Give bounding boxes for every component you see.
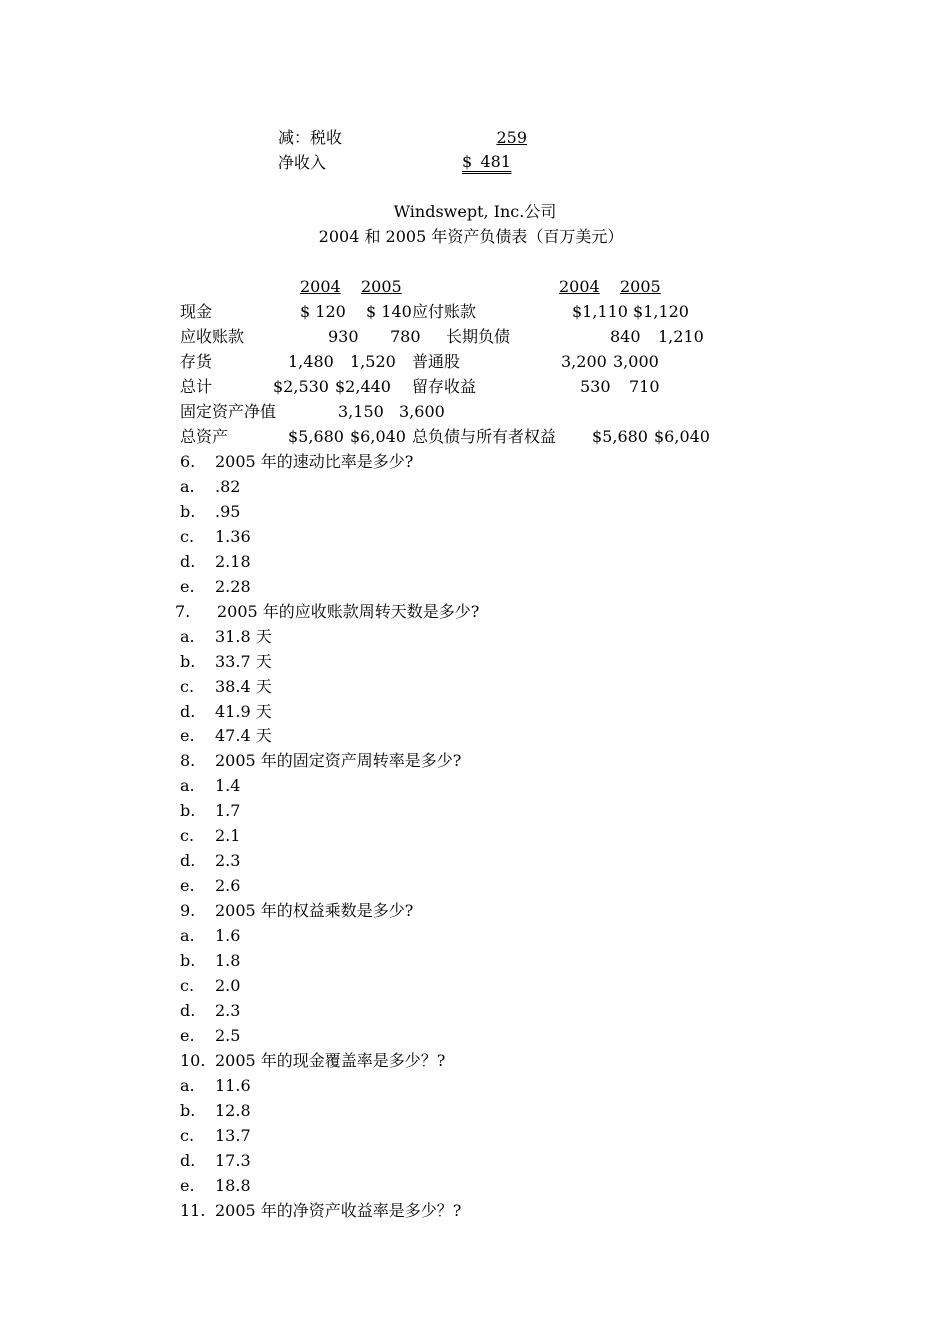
option-text: 1.36 <box>215 526 251 546</box>
option-text: .95 <box>215 501 241 521</box>
liability-2005: 3,000 <box>613 352 659 371</box>
tax-value: 259 <box>496 128 527 147</box>
option-letter: b. <box>180 1100 196 1120</box>
option-text: 1.6 <box>215 926 241 946</box>
asset-label: 总资产 <box>180 427 229 446</box>
balance-sheet-subtitle: 2004 和 2005 年资产负债表（百万美元） <box>318 227 624 246</box>
option-letter: a. <box>180 476 195 496</box>
asset-label: 总计 <box>180 377 213 396</box>
option-letter: d. <box>180 1000 196 1020</box>
option-text: 47.4 天 <box>215 726 272 746</box>
option-text: .82 <box>215 476 241 496</box>
liability-2004: $1,110 <box>572 302 628 321</box>
asset-2004: 1,480 <box>288 352 334 371</box>
question-text: 2005 年的速动比率是多少? <box>215 452 414 471</box>
question-number: 10. <box>180 1050 206 1070</box>
option-letter: c. <box>180 975 195 995</box>
option-text: 2.0 <box>215 975 241 995</box>
question-number: 9. <box>180 901 196 921</box>
option-letter: d. <box>180 1150 196 1170</box>
option-letter: b. <box>180 801 196 821</box>
liability-2004: 840 <box>610 327 641 346</box>
option-letter: b. <box>180 501 196 521</box>
option-letter: e. <box>180 726 195 746</box>
option-text: 17.3 <box>215 1150 251 1170</box>
option-text: 2.28 <box>215 576 251 596</box>
option-text: 1.7 <box>215 801 241 821</box>
option-text: 41.9 天 <box>215 701 272 721</box>
option-text: 2.1 <box>215 826 241 846</box>
option-letter: c. <box>180 826 195 846</box>
asset-2005: $ 140 <box>366 302 412 321</box>
option-letter: c. <box>180 1125 195 1145</box>
liability-2005: $1,120 <box>633 302 689 321</box>
liability-label: 总负债与所有者权益 <box>412 427 557 446</box>
company-name: Windswept, Inc.公司 <box>393 202 557 221</box>
option-text: 12.8 <box>215 1100 251 1120</box>
question-number: 6. <box>180 452 196 471</box>
net-income-value: 481 <box>466 153 511 174</box>
liability-label: 留存收益 <box>412 377 477 396</box>
asset-2005: $2,440 <box>335 377 391 396</box>
asset-2004: $ 120 <box>300 302 346 321</box>
option-letter: b. <box>180 951 196 970</box>
assets-year-2005: 2005 <box>361 277 402 296</box>
question-text: 2005 年的现金覆盖率是多少？? <box>215 1050 446 1070</box>
question-number: 8. <box>180 751 196 771</box>
liability-label: 普通股 <box>412 352 461 371</box>
question-text: 2005 年的权益乘数是多少? <box>215 901 414 921</box>
option-text: 2.3 <box>215 1000 241 1020</box>
liability-2004: 3,200 <box>561 352 607 371</box>
asset-2005: 3,600 <box>399 402 445 421</box>
asset-label: 固定资产净值 <box>180 402 277 421</box>
tax-label: 减：税收 <box>278 128 343 147</box>
option-text: 2.3 <box>215 851 241 871</box>
asset-2005: 1,520 <box>350 352 396 371</box>
asset-label: 应收账款 <box>180 327 245 346</box>
option-text: 2.18 <box>215 551 251 571</box>
question-number: 11. <box>180 1200 206 1220</box>
asset-2005: 780 <box>390 327 421 346</box>
asset-label: 存货 <box>180 352 213 371</box>
option-letter: d. <box>180 551 196 571</box>
option-text: 1.8 <box>215 951 241 970</box>
option-letter: d. <box>180 851 196 871</box>
liability-label: 长期负债 <box>446 327 511 346</box>
liability-2004: 530 <box>580 377 611 396</box>
liability-2004: $5,680 <box>592 427 648 446</box>
option-text: 11.6 <box>215 1075 251 1095</box>
asset-2004: $2,530 <box>273 377 329 396</box>
asset-2004: 3,150 <box>338 402 384 421</box>
option-letter: c. <box>180 676 195 696</box>
option-letter: a. <box>180 926 195 946</box>
option-letter: e. <box>180 876 195 896</box>
assets-year-2004: 2004 <box>300 277 341 296</box>
liabilities-year-2005: 2005 <box>620 277 661 296</box>
option-text: 38.4 天 <box>215 676 272 696</box>
liability-2005: 1,210 <box>658 327 704 346</box>
liabilities-year-2004: 2004 <box>559 277 600 296</box>
question-text: 2005 年的应收账款周转天数是多少? <box>217 601 480 621</box>
option-letter: d. <box>180 701 196 721</box>
liability-2005: $6,040 <box>654 427 710 446</box>
asset-2004: 930 <box>328 327 359 346</box>
option-text: 18.8 <box>215 1175 251 1195</box>
asset-2005: $6,040 <box>350 427 406 446</box>
option-text: 31.8 天 <box>215 626 272 646</box>
option-text: 33.7 天 <box>215 651 272 671</box>
option-letter: b. <box>180 651 196 671</box>
question-text: 2005 年的固定资产周转率是多少? <box>215 751 462 771</box>
option-letter: c. <box>180 526 195 546</box>
option-letter: e. <box>180 576 195 596</box>
net-income-label: 净收入 <box>278 153 327 172</box>
option-letter: a. <box>180 626 195 646</box>
option-letter: e. <box>180 1175 195 1195</box>
net-income-currency: $ <box>462 153 472 174</box>
option-text: 13.7 <box>215 1125 251 1145</box>
option-text: 1.4 <box>215 776 241 796</box>
asset-label: 现金 <box>180 302 213 321</box>
question-number: 7. <box>175 601 191 621</box>
question-text: 2005 年的净资产收益率是多少？? <box>215 1200 462 1220</box>
option-letter: a. <box>180 1075 195 1095</box>
liability-label: 应付账款 <box>412 302 477 321</box>
asset-2004: $5,680 <box>288 427 344 446</box>
liability-2005: 710 <box>629 377 660 396</box>
option-letter: e. <box>180 1025 195 1045</box>
option-text: 2.5 <box>215 1025 241 1045</box>
option-letter: a. <box>180 776 195 796</box>
option-text: 2.6 <box>215 876 241 896</box>
